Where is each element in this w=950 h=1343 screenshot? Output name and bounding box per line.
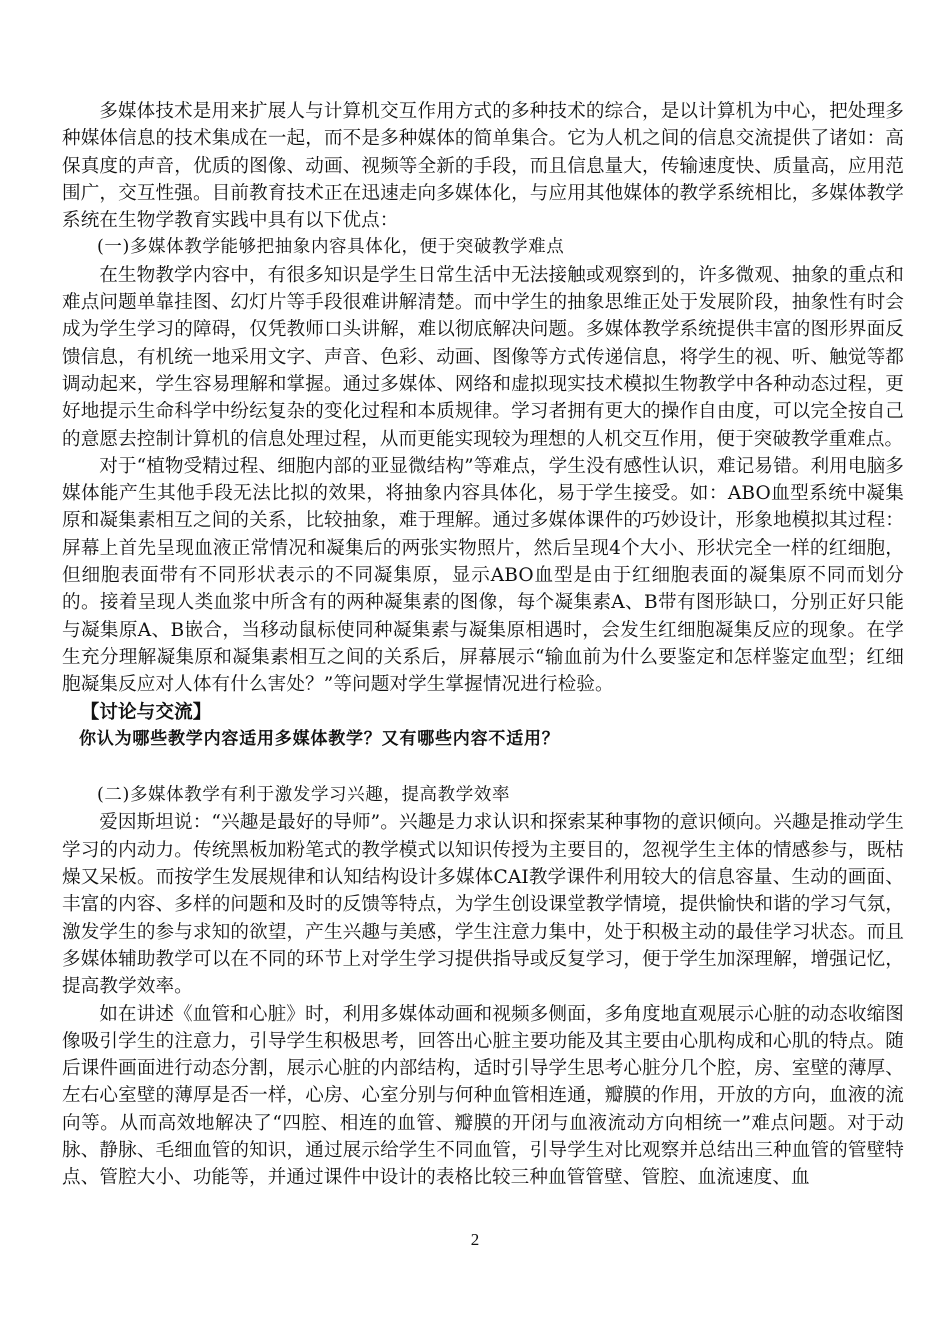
discussion-title: 【讨论与交流】 [80,701,212,723]
page-number: 2 [470,1230,480,1249]
intro-paragraph: 多媒体技术是用来扩展人与计算机交互作用方式的多种技术的综合，是以计算机为中心，把处理多种媒体信息的技术集成在一起，而不是多种媒体的简单集合。它为人机之间的信息交流提供了诸如：高保真度的声音，优质的图像、动画、视频等全新的手段，而且信息量大，传输速度快、质量高，应用范围广，交互性强。目前教育技术正在迅速走向多媒体化，与应用其他媒体的教学系统相比，多媒体教学系统在生物学教育实践中具有以下优点： [62,101,904,232]
body-paragraph: 对于“植物受精过程、细胞内部的亚显微结构”等难点，学生没有感性认识，难记易错。利用电脑多媒体能产生其他手段无法比拟的效果，将抽象内容具体化，易于学生接受。如：ABO血型系统中凝集原和凝集素相互之间的关系，比较抽象，难于理解。通过多媒体课件的巧妙设计，形象地模拟其过程：屏幕上首先呈现血液正常情况和凝集后的两张实物照片，然后呈现4个大小、形状完全一样的红细胞，但细胞表面带有不同形状表示的不同凝集原，显示ABO血型是由于红细胞表面的凝集原不同而划分的。接着呈现人类血浆中所含有的两种凝集素的图像，每个凝集素A、B带有图形缺口，分别正好只能与凝集原A、B嵌合，当移动鼠标使同种凝集素与凝集原相遇时，会发生红细胞凝集反应的现象。在学生充分理解凝集原和凝集素相互之间的关系后，屏幕展示“输血前为什么要鉴定和怎样鉴定血型；红细胞凝集反应对人体有什么害处？”等问题对学生掌握情况进行检验。 [62,455,904,696]
body-paragraph: 如在讲述《血管和心脏》时，利用多媒体动画和视频多侧面，多角度地直观展示心脏的动态收缩图像吸引学生的注意力，引导学生积极思考，回答出心脏主要功能及其主要由心肌构成和心肌的特点。随后课件画面进行动态分割，展示心脏的内部结构，适时引导学生思考心脏分几个腔，房、室壁的薄厚、左右心室壁的薄厚是否一样，心房、心室分别与何种血管相连通，瓣膜的作用，开放的方向，血液的流向等。从而高效地解决了“四腔、相连的血管、瓣膜的开闭与血液流动方向相统一”难点问题。对于动脉、静脉、毛细血管的知识，通过展示给学生不同血管，引导学生对比观察并总结出三种血管的管壁特点、管腔大小、功能等，并通过课件中设计的表格比较三种血管管壁、管腔、血流速度、血 [62,1003,904,1189]
discussion-question: 你认为哪些教学内容适用多媒体教学？又有哪些内容不适用？ [79,728,560,749]
body-paragraph: 在生物教学内容中，有很多知识是学生日常生活中无法接触或观察到的，许多微观、抽象的重点和难点问题单靠挂图、幻灯片等手段很难讲解清楚。而中学生的抽象思维正处于发展阶段，抽象性有时会成为学生学习的障碍，仅凭教师口头讲解，难以彻底解决问题。多媒体教学系统提供丰富的图形界面反馈信息，有机统一地采用文字、声音、色彩、动画、图像等方式传递信息，将学生的视、听、触觉等都调动起来，学生容易理解和掌握。通过多媒体、网络和虚拟现实技术模拟生物教学中各种动态过程，更好地提示生命科学中纷纭复杂的变化过程和本质规律。学习者拥有更大的操作自由度，可以完全按自己的意愿去控制计算机的信息处理过程，从而更能实现较为理想的人机交互作用，便于突破教学重难点。 [62,264,904,450]
section-heading-2: (二)多媒体教学有利于激发学习兴趣，提高教学效率 [97,785,511,806]
section-heading-1: (一)多媒体教学能够把抽象内容具体化，便于突破教学难点 [97,237,565,258]
body-paragraph: 爱因斯坦说：“兴趣是最好的导师”。兴趣是力求认识和探索某种事物的意识倾向。兴趣是推动学生学习的内动力。传统黑板加粉笔式的教学模式以知识传授为主要目的，忽视学生主体的情感参与，既枯燥又呆板。而按学生发展规律和认知结构设计多媒体CAI教学课件利用较大的信息容量、生动的画面、丰富的内容、多样的问题和及时的反馈等特点，为学生创设课堂教学情境，提供愉快和谐的学习气氛，激发学生的参与求知的欲望，产生兴趣与美感，学生注意力集中，处于积极主动的最佳学习状态。而且多媒体辅助教学可以在不同的环节上对学生学习提供指导或反复学习，便于学生加深理解，增强记忆，提高教学效率。 [62,812,904,998]
document-page [62,98,904,1192]
